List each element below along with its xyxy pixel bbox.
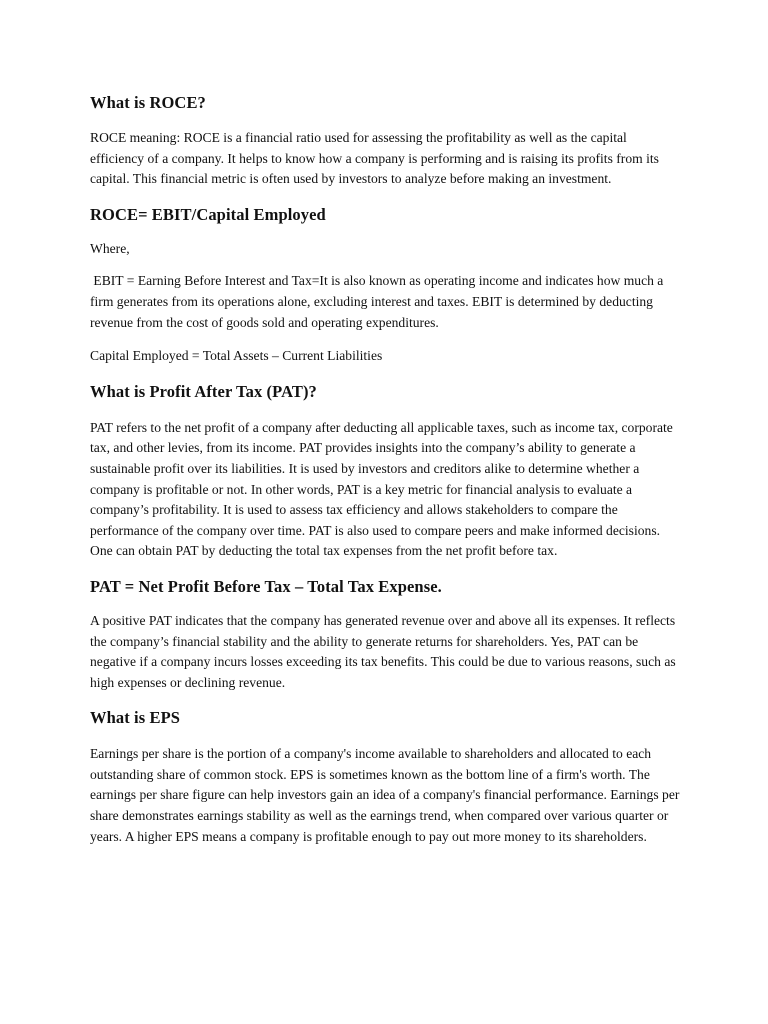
document-page — [90, 92, 682, 847]
roce-formula-heading: ROCE= EBIT/Capital Employed — [90, 204, 326, 224]
pat-heading: What is Profit After Tax (PAT)? — [90, 381, 317, 401]
roce-paragraph: ROCE meaning: ROCE is a financial ratio used for assessing the profitability as well as the capital efficiency of a company. It helps to know how a company is performing and is raising its profits from its capital. This financial metric is often used by investors to analyze before making an investment. — [90, 130, 659, 187]
eps-heading: What is EPS — [90, 708, 181, 728]
pat-paragraph: PAT refers to the net profit of a company after deducting all applicable taxes, such as income tax, corporate tax, and other levies, from its income. PAT provides insights into the company’s ability to generate a sustainable profit over its liabilities. It is used by investors and creditors alike to determine whether a company is profitable or not. In other words, PAT is a key metric for financial analysis to evaluate a company’s profitability. It is used to assess tax efficiency and allows stakeholders to compare the performance of the company over time. PAT is also used to compare peers and make informed decisions. One can obtain PAT by deducting the total tax expenses from the net profit before tax. — [90, 419, 673, 559]
capital-employed-paragraph: Capital Employed = Total Assets – Current Liabilities — [90, 348, 383, 364]
where-text: Where, — [90, 240, 130, 256]
ebit-paragraph: EBIT = Earning Before Interest and Tax=It is also known as operating income and indicates how much a firm generates from its operations alone, excluding interest and taxes. EBIT is determined by deducting revenue from the cost of goods sold and operating expenditures. — [90, 273, 667, 330]
pat-formula-heading: PAT = Net Profit Before Tax – Total Tax Expense. — [90, 576, 442, 596]
eps-paragraph: Earnings per share is the portion of a company's income available to shareholders and allocated to each outstanding share of common stock. EPS is sometimes known as the bottom line of a firm's worth. The earnings per share figure can help investors gain an idea of a company's financial performance. Earnings per share demonstrates earnings stability as well as the earnings trend, when compared over various quarter or years. A higher EPS means a company is profitable enough to pay out more money to its shareholders. — [90, 746, 680, 844]
positive-pat-paragraph: A positive PAT indicates that the company has generated revenue over and above all its expenses. It reflects the company’s financial stability and the ability to generate returns for shareholders. Yes, PAT can be negative if a company incurs losses exceeding its tax benefits. This could be due to various reasons, such as high expenses or declining revenue. — [90, 612, 676, 690]
roce-heading: What is ROCE? — [90, 93, 206, 112]
